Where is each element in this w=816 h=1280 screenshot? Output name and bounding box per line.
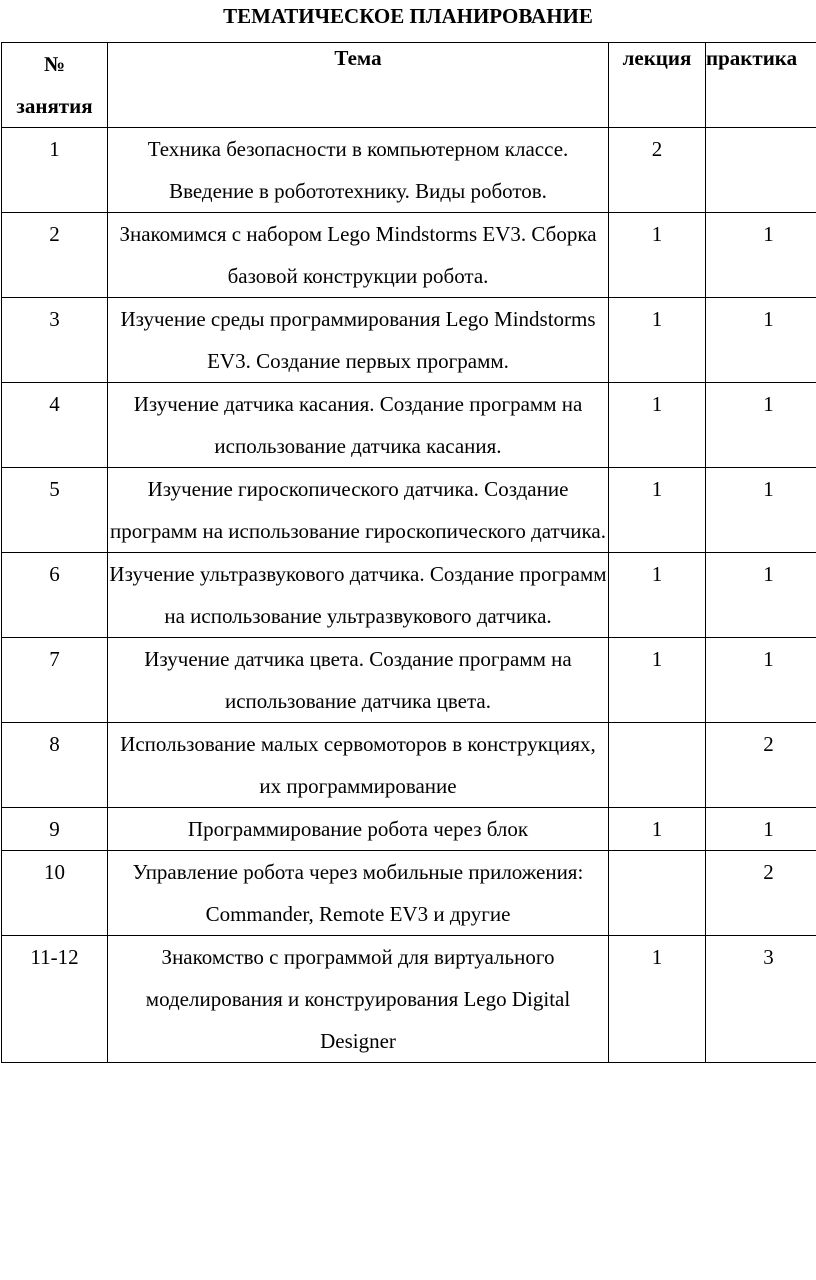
table-row (2, 723, 816, 808)
row-practice: 1 (706, 298, 816, 383)
row-practice: 1 (706, 638, 816, 723)
table-row (2, 298, 816, 383)
table-row (2, 851, 816, 936)
header-practice: практика (706, 43, 816, 128)
row-topic: Техника безопасности в компьютерном классе. Введение в робототехнику. Виды роботов. (108, 128, 609, 213)
row-number: 9 (2, 808, 108, 851)
row-lecture: 1 (609, 213, 706, 298)
row-topic: Знакомство с программой для виртуального моделирования и конструирования Lego Digital Designer (108, 936, 609, 1063)
row-lecture: 1 (609, 936, 706, 1063)
table-row (2, 213, 816, 298)
header-number-symbol: № (43, 52, 66, 76)
row-practice: 2 (706, 851, 816, 936)
row-topic: Изучение гироскопического датчика. Создание программ на использование гироскопического датчика. (108, 468, 609, 553)
table-row (2, 128, 816, 213)
table-row (2, 553, 816, 638)
row-practice: 1 (706, 808, 816, 851)
row-number: 7 (2, 638, 108, 723)
row-lecture: 1 (609, 808, 706, 851)
row-lecture: 1 (609, 383, 706, 468)
row-lecture (609, 723, 706, 808)
row-number: 3 (2, 298, 108, 383)
table-row (2, 468, 816, 553)
row-practice: 1 (706, 213, 816, 298)
row-topic: Изучение датчика касания. Создание программ на использование датчика касания. (108, 383, 609, 468)
page-title: ТЕМАТИЧЕСКОЕ ПЛАНИРОВАНИЕ (223, 4, 593, 28)
row-lecture (609, 851, 706, 936)
row-topic: Изучение среды программирования Lego Mindstorms EV3. Создание первых программ. (108, 298, 609, 383)
row-number: 4 (2, 383, 108, 468)
row-practice: 1 (706, 553, 816, 638)
header-number (2, 43, 108, 128)
row-lecture: 1 (609, 468, 706, 553)
table-row (2, 638, 816, 723)
row-number: 2 (2, 213, 108, 298)
row-number: 1 (2, 128, 108, 213)
row-lecture: 1 (609, 553, 706, 638)
table-header-row (2, 43, 816, 128)
row-number: 11-12 (2, 936, 108, 1063)
row-practice (706, 128, 816, 213)
row-practice: 3 (706, 936, 816, 1063)
row-practice: 2 (706, 723, 816, 808)
header-number-label: занятия (16, 94, 93, 118)
row-topic: Управление робота через мобильные приложения: Commander, Remote EV3 и другие (108, 851, 609, 936)
row-number: 5 (2, 468, 108, 553)
table-row (2, 383, 816, 468)
planning-table (1, 42, 816, 1063)
table-row (2, 936, 816, 1063)
row-practice: 1 (706, 468, 816, 553)
row-topic: Использование малых сервомоторов в конструкциях, их программирование (108, 723, 609, 808)
header-lecture: лекция (609, 43, 706, 128)
row-practice: 1 (706, 383, 816, 468)
row-number: 6 (2, 553, 108, 638)
row-topic: Изучение датчика цвета. Создание программ на использование датчика цвета. (108, 638, 609, 723)
row-lecture: 1 (609, 638, 706, 723)
row-topic: Программирование робота через блок (108, 808, 609, 851)
row-lecture: 1 (609, 298, 706, 383)
table-row (2, 808, 816, 851)
row-topic: Изучение ультразвукового датчика. Создание программ на использование ультразвукового датчика. (108, 553, 609, 638)
row-number: 8 (2, 723, 108, 808)
row-lecture: 2 (609, 128, 706, 213)
header-topic: Тема (108, 43, 609, 128)
row-topic: Знакомимся с набором Lego Mindstorms EV3. Сборка базовой конструкции робота. (108, 213, 609, 298)
row-number: 10 (2, 851, 108, 936)
